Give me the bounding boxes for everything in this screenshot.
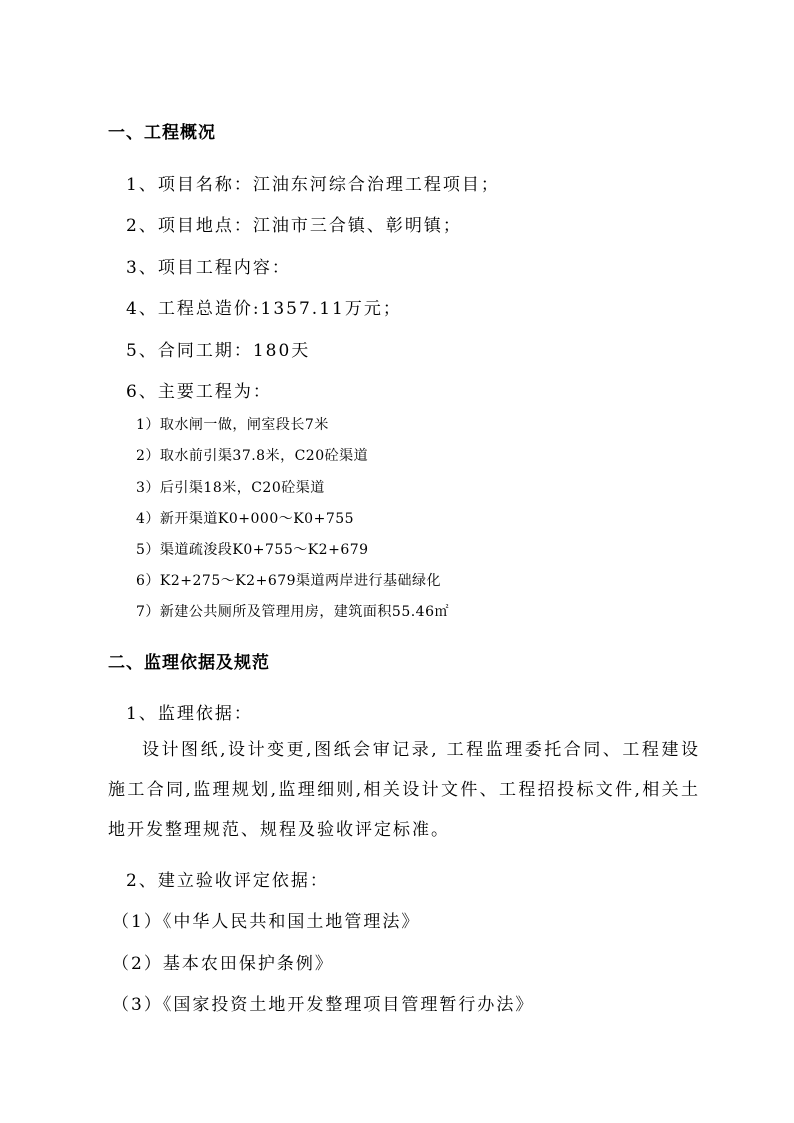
main-work-item: 3）后引渠18米，C20砼渠道: [136, 480, 325, 496]
main-work-item: 6）K2+275～K2+679渠道两岸进行基础绿化: [136, 573, 442, 589]
contract-period: 5、合同工期：180天: [126, 341, 311, 361]
law-item: （3）《国家投资土地开发整理项目管理暂行办法》: [112, 995, 535, 1015]
section2-heading: 二、监理依据及规范: [108, 653, 270, 673]
main-work-item: 5）渠道疏浚段K0+755～K2+679: [136, 542, 369, 558]
project-location: 2、项目地点：江油市三合镇、彰明镇；: [126, 216, 462, 236]
supervision-basis-text: 设计图纸,设计变更,图纸会审记录, 工程监理委托合同、工程建设施工合同,监理规划,监理细则,相关设计文件、工程招投标文件,相关土地开发整理规范、规程及验收评定标准。: [108, 740, 700, 840]
law-item: （1）《中华人民共和国土地管理法》: [112, 912, 421, 932]
main-work-item: 1）取水闸一做，闸室段长7米: [136, 417, 329, 433]
main-work-item: 2）取水前引渠37.8米，C20砼渠道: [136, 448, 369, 464]
evaluation-basis-label: 2、建立验收评定依据：: [126, 871, 329, 891]
section1-heading: 一、工程概况: [108, 123, 216, 143]
project-cost: 4、工程总造价:1357.11万元；: [126, 299, 402, 319]
supervision-basis-label: 1、监理依据：: [126, 704, 253, 724]
main-work-item: 4）新开渠道K0+000～K0+755: [136, 511, 355, 527]
main-works-label: 6、主要工程为：: [126, 382, 272, 402]
project-content: 3、项目工程内容：: [126, 258, 291, 278]
law-item: （2）基本农田保护条例》: [112, 954, 334, 974]
main-work-item: 7）新建公共厕所及管理用房，建筑面积55.46㎡: [136, 604, 449, 620]
project-name: 1、项目名称：江油东河综合治理工程项目；: [126, 175, 500, 195]
